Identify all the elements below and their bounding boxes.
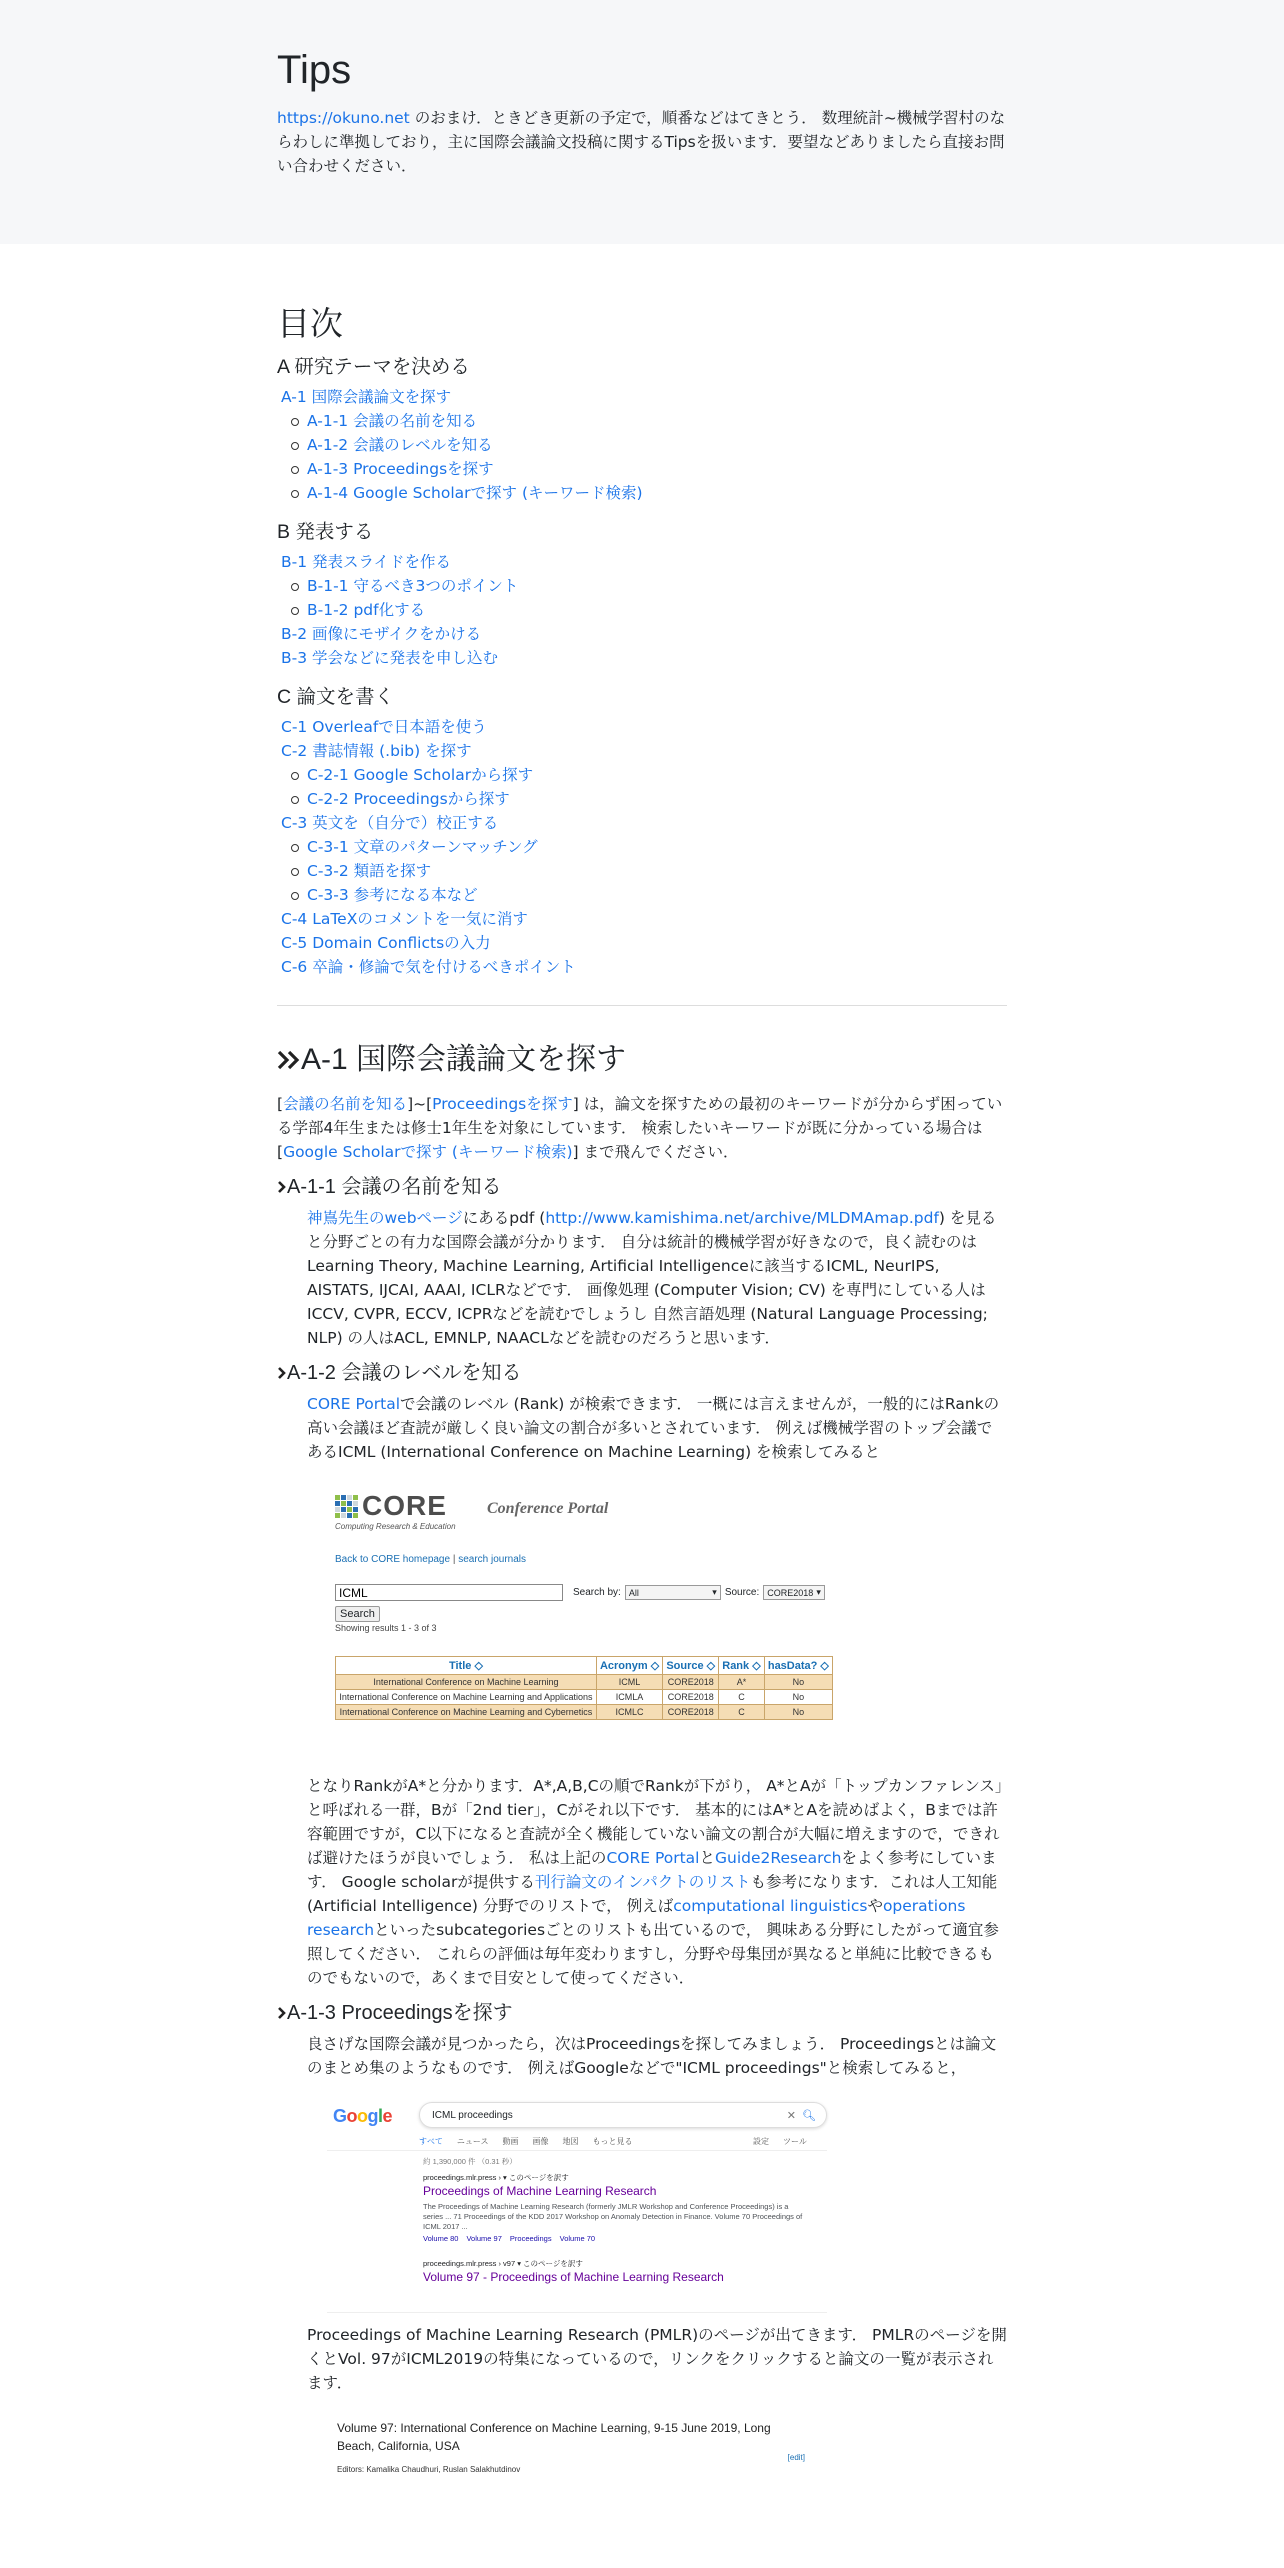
toc-link[interactable]: C-1 Overleafで日本語を使う xyxy=(281,718,487,737)
double-chevron-right-icon xyxy=(277,1049,301,1071)
link-operations-research[interactable]: operations research xyxy=(307,1897,966,1940)
table-cell: C xyxy=(719,1690,765,1705)
jumbotron xyxy=(0,0,1284,244)
google-tab[interactable]: 動画 xyxy=(502,2137,519,2147)
table-cell: International Conference on Machine Learning and Applications xyxy=(336,1690,597,1705)
core-results-table xyxy=(335,1656,833,1720)
toc-item xyxy=(281,646,1007,670)
google-sitelink[interactable]: Volume 97 xyxy=(466,2234,502,2244)
toc-item xyxy=(281,433,1007,457)
toc-link[interactable]: C-3 英文を（自分で）校正する xyxy=(281,814,499,833)
link-google-scholar[interactable]: Google Scholarで探す (キーワード検索) xyxy=(283,1143,573,1162)
core-column-header[interactable]: hasData? ◇ xyxy=(764,1657,832,1675)
core-column-header[interactable]: Title ◇ xyxy=(336,1657,597,1675)
table-cell: ICML xyxy=(596,1675,662,1690)
core-logo-mark xyxy=(335,1495,358,1518)
google-tools xyxy=(753,2136,807,2147)
google-sitelinks xyxy=(423,2234,595,2243)
table-cell: CORE2018 xyxy=(663,1705,719,1720)
toc-link[interactable]: C-2-1 Google Scholarから探す xyxy=(307,766,534,785)
google-tab[interactable]: 地図 xyxy=(562,2137,579,2147)
toc-link[interactable]: C-3-3 参考になる本など xyxy=(307,886,478,905)
toc-item xyxy=(281,550,1007,574)
toc-item xyxy=(281,622,1007,646)
google-result-title-2[interactable]: Volume 97 - Proceedings of Machine Learning Research xyxy=(423,2270,724,2285)
table-row xyxy=(336,1705,833,1720)
table-row xyxy=(336,1690,833,1705)
toc-item xyxy=(281,598,1007,622)
google-tool[interactable]: ツール xyxy=(783,2137,807,2147)
toc-link[interactable]: A-1-4 Google Scholarで探す (キーワード検索) xyxy=(307,484,643,503)
toc-link[interactable]: B-1 発表スライドを作る xyxy=(281,553,452,572)
sort-icon: ◇ xyxy=(647,1660,660,1673)
table-cell: ICMLA xyxy=(596,1690,662,1705)
sort-icon: ◇ xyxy=(749,1660,761,1673)
link-computational-linguistics[interactable]: computational linguistics xyxy=(673,1897,868,1916)
a11-text: 神嶌先生のwebページにあるpdf (http://www.kamishima.net/archive/MLDMAmap.pdf) を見ると分野ごとの有力な国際会議が分かります． 自分は統計的機械学習が好きなので，良く読むのはLearning Theory, Machine Learning, Artificial Intelligenceに該当するICML, NeurIPS, AISTATS, IJCAI, AAAI, ICLRなどです． 画像処理 (Computer Vision; CV) を専門にしている人はICCV, CVPR, ECCV, ICPRなどを読むでしょうし 自然言語処理 (Natural Language Processing; NLP) の人はACL, EMNLP, NAACLなどを読むのだろうと思います． xyxy=(307,1209,997,1348)
link-scholar-metrics[interactable]: 刊行論文のインパクトのリスト xyxy=(534,1873,751,1892)
core-search-input[interactable] xyxy=(335,1584,563,1601)
toc-link[interactable]: C-3-1 文章のパターンマッチング xyxy=(307,838,538,857)
link-kamishima-page[interactable]: 神嶌先生のwebページ xyxy=(307,1209,463,1228)
link-conference-names[interactable]: 会議の名前を知る xyxy=(283,1095,408,1114)
toc-item xyxy=(281,457,1007,481)
toc-link[interactable]: B-1-1 守るべき3つのポイント xyxy=(307,577,519,596)
toc-item xyxy=(281,811,1007,835)
search-icon[interactable]: 🔍︎ xyxy=(802,2109,816,2122)
table-cell: C xyxy=(719,1705,765,1720)
table-cell: ICMLC xyxy=(596,1705,662,1720)
section-a13-heading: A-1-3 Proceedingsを探す xyxy=(277,2000,1007,2026)
toc-link[interactable]: C-3-2 類語を探す xyxy=(307,862,432,881)
toc-link[interactable]: C-2-2 Proceedingsから探す xyxy=(307,790,510,809)
toc-item xyxy=(281,574,1007,598)
intro-text: https://okuno.net のおまけ．ときどき更新の予定で，順番などはてきとう． 数理統計~機械学習村のならわしに準拠しており，主に国際会議論文投稿に関するTipsを扱います．要望などありましたら直接お問い合わせください． xyxy=(277,109,1006,175)
core-back-link[interactable]: Back to CORE homepage xyxy=(335,1554,451,1566)
table-cell: No xyxy=(764,1705,832,1720)
divider xyxy=(277,1005,1007,1006)
toc-title: 目次 xyxy=(277,305,343,342)
google-logo: Google xyxy=(333,2106,393,2127)
link-core-portal[interactable]: CORE Portal xyxy=(307,1395,401,1414)
google-tab[interactable]: ニュース xyxy=(456,2137,489,2147)
pmlr-screenshot: Volume 97: International Conference on Machine Learning, 9-15 June 2019, Long Beach, California, USA [edit] Editors: Kamalika Chaudhuri, Ruslan Salakhutdinov xyxy=(327,2409,1007,2479)
core-search-button[interactable]: Search xyxy=(335,1606,380,1622)
toc-item xyxy=(281,409,1007,433)
google-tab[interactable]: 画像 xyxy=(532,2137,549,2147)
google-sitelink[interactable]: Proceedings xyxy=(509,2234,552,2244)
google-sitelink[interactable]: Volume 80 xyxy=(423,2234,459,2244)
toc-link[interactable]: A-1-1 会議の名前を知る xyxy=(307,412,478,431)
table-cell: International Conference on Machine Learning xyxy=(336,1675,597,1690)
toc-link[interactable]: B-2 画像にモザイクをかける xyxy=(281,625,482,644)
toc-item xyxy=(281,859,1007,883)
google-search-screenshot: Google ICML proceedings ✕ 🔍︎ すべて ニュース 動画 画像 地図 もっと見る 設定 ツール 約 1,390,000 件 （0.31 秒） proceedings.mlr.press › ▾ このページを訳す Proceedings of Machine Learning Research The Proceedings of Machine Learning Research (formerly JMLR Workshop and Conference Proceedings) is a series ... 71 Proceedings of the KDD 2017 Workshop on Anomaly Detection in Finance. Volume 70 Proceedings of ICML 2017 ... Volume 80 Volume 97 Proceedings Volume 70 proceedings.mlr.press › v97 ▾ このページを訳す Volume 97 - Proceedings of Machine Learning Research xyxy=(327,2098,1007,2313)
section-a11-heading: A-1-1 会議の名前を知る xyxy=(277,1174,1007,1200)
table-cell: No xyxy=(764,1690,832,1705)
main-content xyxy=(277,306,1007,2479)
a13-pmlr-text: Proceedings of Machine Learning Research (PMLR)のページが出てきます． PMLRのページを開くとVol. 97がICML2019の特集になっているので，リンクをクリックすると論文の一覧が表示されます． xyxy=(307,2326,1007,2393)
table-cell: International Conference on Machine Learning and Cybernetics xyxy=(336,1705,597,1720)
link-core-portal-2[interactable]: CORE Portal xyxy=(606,1849,700,1868)
core-searchby-select[interactable]: All ▾ xyxy=(625,1585,721,1600)
table-row xyxy=(336,1675,833,1690)
site-link[interactable]: https://okuno.net xyxy=(277,109,410,127)
toc-item xyxy=(281,931,1007,955)
toc-list xyxy=(277,550,1007,670)
link-proceedings[interactable]: Proceedingsを探す xyxy=(432,1095,573,1114)
toc-link[interactable]: B-3 学会などに発表を申し込む xyxy=(281,649,499,668)
table-of-contents xyxy=(277,354,1007,979)
clear-icon[interactable]: ✕ xyxy=(786,2109,796,2122)
google-result-title[interactable]: Proceedings of Machine Learning Research xyxy=(423,2184,657,2199)
toc-item xyxy=(281,763,1007,787)
google-tabs xyxy=(419,2136,632,2147)
toc-link[interactable]: C-5 Domain Conflictsの入力 xyxy=(281,934,491,953)
core-column-header[interactable]: Acronym ◇ xyxy=(596,1657,662,1675)
sort-icon: ◇ xyxy=(703,1660,716,1673)
toc-item xyxy=(281,835,1007,859)
toc-link[interactable]: A-1 国際会議論文を探す xyxy=(281,388,452,407)
toc-link[interactable]: A-1-2 会議のレベルを知る xyxy=(307,436,493,455)
google-sitelink[interactable]: Volume 70 xyxy=(559,2234,596,2244)
link-mldma-pdf[interactable]: http://www.kamishima.net/archive/MLDMAmap.pdf xyxy=(545,1209,939,1228)
chevron-right-icon xyxy=(277,1179,287,1195)
core-column-header[interactable]: Source ◇ xyxy=(663,1657,719,1675)
a13-text: 良さげな国際会議が見つかったら，次はProceedingsを探してみましょう． Proceedingsとは論文のまとめ集のようなものです． 例えばGoogleなどで"ICML proceedings"と検索してみると， xyxy=(307,2035,997,2078)
toc-link[interactable]: A-1-3 Proceedingsを探す xyxy=(307,460,494,479)
core-source-select[interactable]: CORE2018 ▾ xyxy=(763,1585,825,1600)
a12-text: CORE Portalで会議のレベル (Rank) が検索できます． 一概には言えませんが，一般的にはRankの高い会議ほど査読が厳しく良い論文の割合が多いとされています． 例えば機械学習のトップ会議であるICML (International Conference on Machine Learning) を検索してみると xyxy=(307,1395,1000,1462)
link-guide2research[interactable]: Guide2Research xyxy=(715,1849,842,1868)
toc-item xyxy=(281,955,1007,979)
toc-item xyxy=(281,739,1007,763)
core-column-header[interactable]: Rank ◇ xyxy=(719,1657,765,1675)
a1-intro: [会議の名前を知る]~[Proceedingsを探す] は，論文を探すための最初のキーワードが分からず困っている学部4年生または修士1年生を対象にしています． 検索したいキーワードが既に分かっている場合は [Google Scholarで探す (キーワード検索)] まで飛んでください． xyxy=(277,1095,1003,1162)
table-cell: CORE2018 xyxy=(663,1690,719,1705)
toc-list xyxy=(277,715,1007,979)
toc-section-heading: A 研究テーマを決める xyxy=(277,356,470,379)
sort-icon: ◇ xyxy=(817,1660,829,1673)
toc-section-heading: C 論文を書く xyxy=(277,686,395,709)
toc-item xyxy=(281,907,1007,931)
a12-rank-text: となりRankがA*と分かります．A*,A,B,Cの順でRankが下がり， A*とAが「トップカンファレンス」と呼ばれる一群，Bが「2nd tier」，Cがそれ以下です． 基本的にはA*とAを読めばよく，Bまでは許容範囲ですが，C以下になると査読が全く機能していない論文の割合が大幅に増えますので，できれば避けたほうが良いでしょう． 私は上記のCORE PortalとGuide2Researchをよく参考にしています． Google scholarが提供する刊行論文のインパクトのリストも参考になります．これは人工知能 (Artificial Intelligence) 分野でのリストで， 例えばcomputational linguisticsやoperations researchといったsubcategoriesごとのリストも出ているので， 興味ある分野にしたがって適宜参照してください． これらの評価は毎年変わりますし，分野や母集団が異なると単純に比較できるものでもないので，あくまで目安として使ってください． xyxy=(307,1777,1003,1988)
core-portal-screenshot: CORE Computing Research & Education Conference Portal Back to CORE homepage | search journals ICML Search by: All ▾ Source: CORE2018 ▾ Search Showing results 1 - 3 of 3 Title ◇ Acronym ◇ Source ◇ Rank ◇ hasData? ◇ International Conference on Machine Learning ICML CORE2018 A* No International Conference on Machine Learning and Applications ICMLA CORE2018 C No International Conference on Machine Learning and Cybernetics ICMLC CORE2018 C No xyxy=(327,1482,1007,1754)
toc-item xyxy=(281,385,1007,409)
toc-link[interactable]: C-2 書誌情報 (.bib) を探す xyxy=(281,742,472,761)
google-tab[interactable]: もっと見る xyxy=(592,2137,633,2147)
table-cell: No xyxy=(764,1675,832,1690)
toc-item xyxy=(281,715,1007,739)
toc-link[interactable]: C-4 LaTeXのコメントを一気に消す xyxy=(281,910,528,929)
toc-item xyxy=(281,787,1007,811)
core-journals-link[interactable]: search journals xyxy=(458,1554,527,1566)
table-cell: A* xyxy=(719,1675,765,1690)
toc-link[interactable]: C-6 卒論・修論で気を付けるべきポイント xyxy=(281,958,576,977)
pmlr-edit-link[interactable]: [edit] xyxy=(787,2453,805,2463)
sort-icon: ◇ xyxy=(471,1660,483,1673)
toc-item xyxy=(281,481,1007,505)
google-tab[interactable]: すべて xyxy=(419,2137,443,2147)
google-search-box[interactable]: ICML proceedings ✕ 🔍︎ xyxy=(419,2102,827,2128)
page-title: Tips xyxy=(277,48,352,92)
core-logo: CORE xyxy=(335,1490,447,1522)
toc-section-heading: B 発表する xyxy=(277,521,374,544)
section-a1-heading: A-1 国際会議論文を探す xyxy=(277,1042,1007,1078)
chevron-right-icon xyxy=(277,2005,287,2021)
google-tool[interactable]: 設定 xyxy=(753,2137,769,2147)
chevron-right-icon xyxy=(277,1365,287,1381)
table-cell: CORE2018 xyxy=(663,1675,719,1690)
toc-link[interactable]: B-1-2 pdf化する xyxy=(307,601,426,620)
toc-list xyxy=(277,385,1007,505)
toc-item xyxy=(281,883,1007,907)
section-a12-heading: A-1-2 会議のレベルを知る xyxy=(277,1360,1007,1386)
